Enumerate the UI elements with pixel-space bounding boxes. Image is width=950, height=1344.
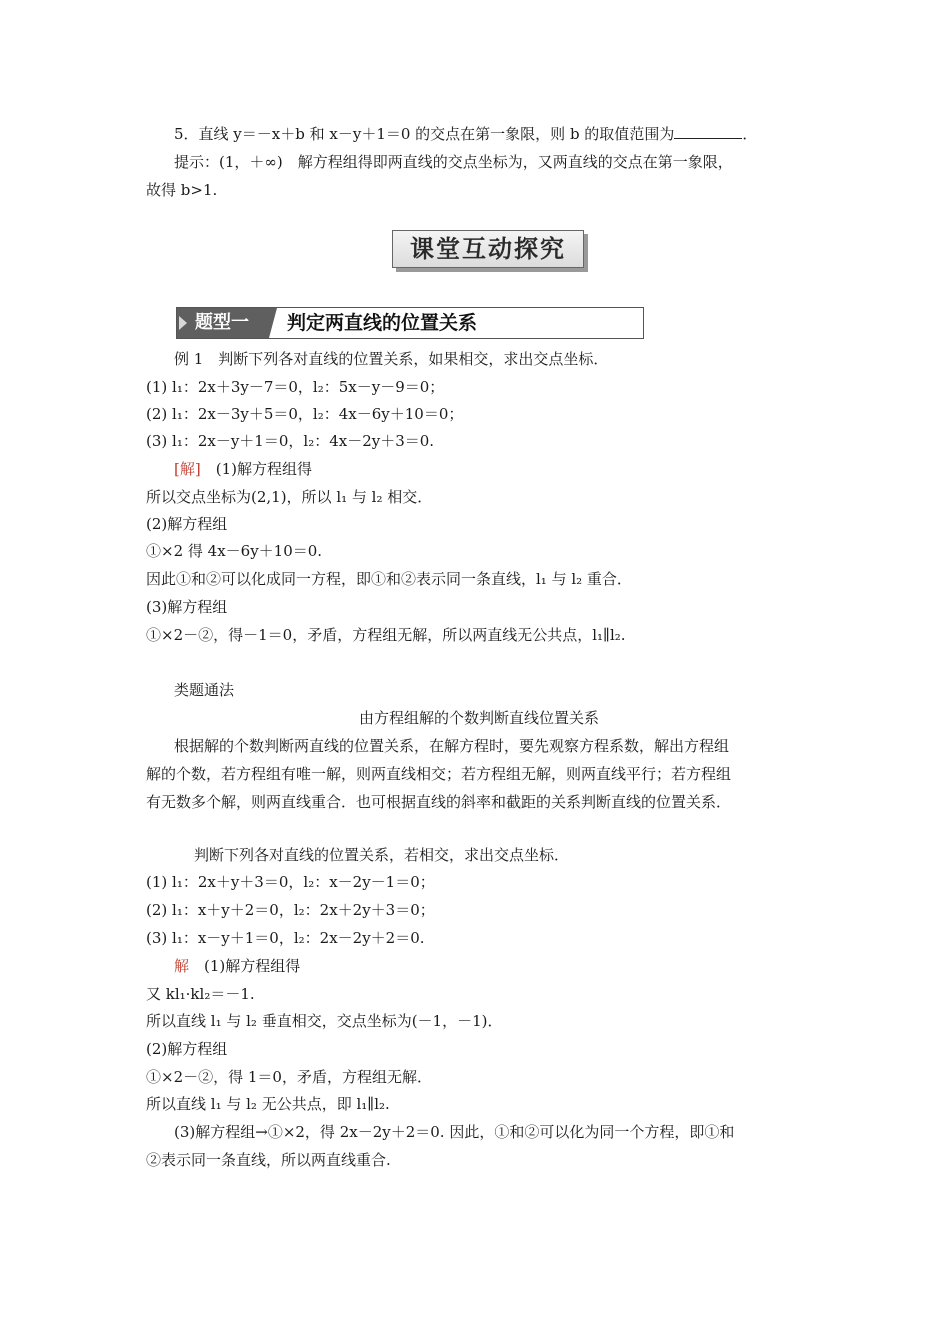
solution-line: ①×2－②，得－1＝0，矛盾，方程组无解，所以两直线无公共点，l₁∥l₂. [146, 626, 626, 644]
practice-solution: ②表示同一条直线，所以两直线重合. [146, 1151, 391, 1169]
solution-line: (2)解方程组 [146, 515, 228, 533]
method-label: 类题通法 [174, 681, 235, 699]
practice-title: 判断下列各对直线的位置关系，若相交，求出交点坐标． [194, 846, 570, 864]
topic-title: 判定两直线的位置关系 [287, 312, 478, 334]
solution-line: ①×2 得 4x－6y＋10＝0. [146, 542, 323, 560]
solution-line: [解] (1)解方程组得 [174, 460, 312, 478]
topic-header: 题型一 判定两直线的位置关系 [176, 307, 644, 339]
practice-solution: 所以直线 l₁ 与 l₂ 垂直相交，交点坐标为(－1，－1)． [146, 1012, 503, 1030]
solution-line: 因此①和②可以化成同一方程，即①和②表示同一条直线，l₁ 与 l₂ 重合． [146, 570, 632, 588]
practice-solution: (3)解方程组→①×2，得 2x－2y＋2＝0. 因此，①和②可以化为同一个方程，即①和 [174, 1123, 735, 1141]
practice-solution: 所以直线 l₁ 与 l₂ 无公共点，即 l₁∥l₂. [146, 1095, 390, 1113]
method-text: 根据解的个数判断两直线的位置关系，在解方程时，要先观察方程系数，解出方程组 [174, 737, 730, 755]
arrow-icon [179, 316, 187, 330]
question-5: 5．直线 y＝－x＋b 和 x－y＋1＝0 的交点在第一象限，则 b 的取值范围为 ． [174, 125, 758, 143]
practice-solution: 又 kl₁·kl₂＝－1. [146, 985, 255, 1003]
q5-hint-line2: 故得 b>1. [146, 181, 218, 199]
practice-item: (2) l₁：x＋y＋2＝0，l₂：2x＋2y＋3＝0； [146, 901, 435, 919]
solution-line: 所以交点坐标为(2,1)，所以 l₁ 与 l₂ 相交． [146, 488, 433, 506]
method-text: 解的个数，若方程组有唯一解，则两直线相交；若方程组无解，则两直线平行；若方程组 [146, 765, 732, 783]
practice-solution: 解 (1)解方程组得 [174, 957, 301, 975]
example-item: (1) l₁：2x＋3y－7＝0，l₂：5x－y－9＝0； [146, 378, 445, 396]
practice-solution: (2)解方程组 [146, 1040, 228, 1058]
answer-blank [674, 124, 742, 139]
solution-tag: [解] [174, 460, 201, 478]
section-banner: 课堂互动探究 [392, 230, 584, 268]
example-item: (3) l₁：2x－y＋1＝0，l₂：4x－2y＋3＝0. [146, 432, 435, 450]
method-title: 由方程组解的个数判断直线位置关系 [359, 709, 600, 727]
q5-hint-line1: 提示：(1，＋∞) 解方程组得即两直线的交点坐标为，又两直线的交点在第一象限， [174, 153, 733, 171]
practice-solution: ①×2－②，得 1＝0，矛盾，方程组无解． [146, 1068, 432, 1086]
solution-tag: 解 [174, 957, 190, 975]
example-title: 例 1 判断下列各对直线的位置关系，如果相交，求出交点坐标． [174, 350, 609, 368]
practice-item: (1) l₁：2x＋y＋3＝0，l₂：x－2y－1＝0； [146, 873, 435, 891]
practice-item: (3) l₁：x－y＋1＝0，l₂：2x－2y＋2＝0. [146, 929, 425, 947]
solution-line: (3)解方程组 [146, 598, 228, 616]
method-text: 有无数多个解，则两直线重合．也可根据直线的斜率和截距的关系判断直线的位置关系． [146, 793, 732, 811]
example-item: (2) l₁：2x－3y＋5＝0，l₂：4x－6y＋10＝0； [146, 405, 464, 423]
